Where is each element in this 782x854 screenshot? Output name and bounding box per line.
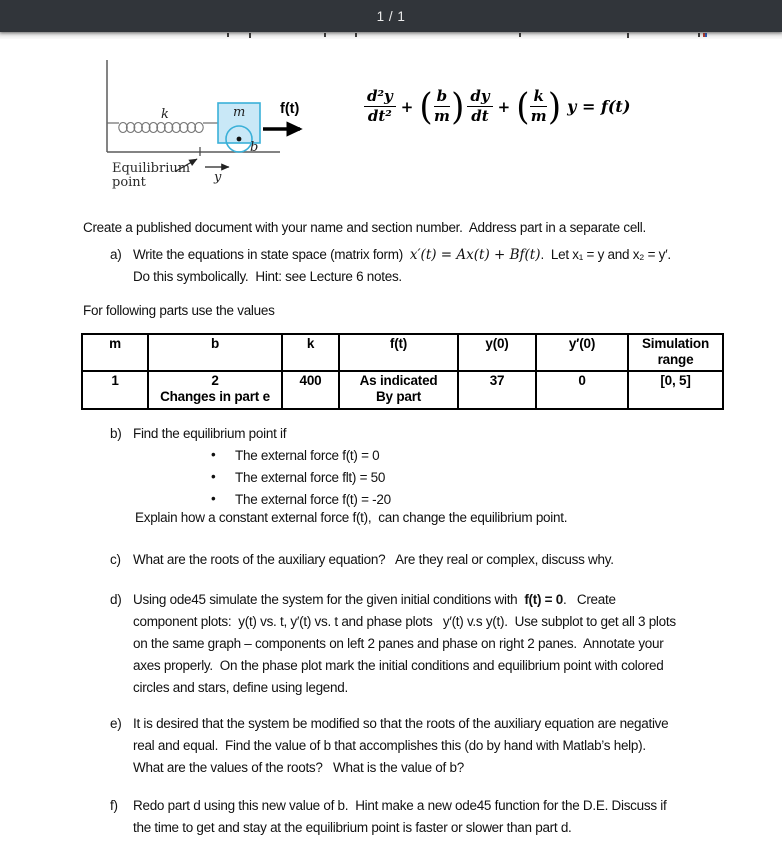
fraction-k-m: [530, 88, 546, 126]
part-b-heading: Find the equilibrium point if: [133, 426, 287, 441]
equilibrium-label-line1: Equilibrium: [112, 161, 191, 176]
cropped-text-fragment: [519, 33, 521, 37]
part-e-line2: real and equal. Find the value of b that accomplishes this (do by hand with Matlab’s help).: [133, 738, 646, 753]
cell-k: 400: [282, 371, 339, 409]
table-header-row: [82, 334, 723, 371]
header-yprime0: y′(0): [536, 334, 628, 371]
equilibrium-label-line2: point: [112, 175, 146, 190]
eq-denominator: m: [530, 107, 547, 126]
part-a-line1-pre: Write the equations in state space (matrix form): [133, 247, 410, 262]
cropped-text-fragment: [227, 33, 229, 37]
eq-numerator: b: [434, 88, 451, 107]
eq-numerator: dy: [467, 88, 492, 107]
part-a-line1: [133, 246, 671, 264]
part-a-label: a): [110, 247, 122, 262]
part-f-line2: the time to get and stay at the equilibrium point is faster or slower than part d.: [133, 820, 572, 835]
part-c-line1: What are the roots of the auxiliary equation? Are they real or complex, discuss why.: [133, 552, 614, 567]
bullet-item: The external force f(t) = -20: [235, 492, 391, 507]
fraction-b-m: [434, 88, 451, 126]
cell-sim-range: [0, 5]: [628, 371, 723, 409]
force-label: f(t): [280, 101, 300, 117]
header-m: m: [82, 334, 148, 371]
displacement-label: y: [214, 170, 222, 185]
header-b: b: [148, 334, 282, 371]
equation-rhs: y = f(t): [567, 97, 631, 117]
eq-numerator: d²y: [364, 88, 396, 107]
state-space-formula: x′(t) = Ax(t) + Bf(t): [409, 247, 541, 263]
bullet-icon: •: [211, 469, 216, 484]
header-ft: f(t): [339, 334, 458, 371]
bullet-item: The external force flt) = 50: [235, 470, 386, 485]
part-d-line1: [133, 591, 616, 608]
part-d-line1-bold: f(t) = 0: [524, 592, 563, 607]
part-d-line3: on the same graph – components on left 2 panes and phase on right 2 panes. Annotate your: [133, 636, 664, 651]
part-d-line5: circles and stars, define using legend.: [133, 680, 348, 695]
values-table: [81, 333, 724, 410]
cell-b-line1: 2: [211, 373, 219, 388]
part-d-line1-post: . Create: [562, 592, 616, 607]
bullet-icon: •: [211, 447, 216, 462]
cropped-text-fragment: [249, 33, 251, 38]
spring-mass-damper-diagram: [100, 55, 315, 190]
part-d-line2: component plots: y(t) vs. t, y′(t) vs. t and phase plots y′(t) v.s y(t). Use subplot to get all 3 plots: [133, 614, 676, 629]
part-f-label: f): [110, 798, 118, 813]
header-y0: y(0): [458, 334, 536, 371]
spring-label: k: [161, 107, 169, 122]
mass-label: m: [233, 105, 246, 120]
pdf-toolbar: [0, 0, 782, 32]
part-a-line1-post: . Let x₁ = y and x₂ = y′.: [540, 247, 671, 262]
right-paren: ): [547, 84, 562, 129]
header-sim-range: Simulation range: [628, 334, 723, 371]
part-d-line4: axes properly. On the phase plot mark the initial conditions and equilibrium point with colored: [133, 658, 664, 673]
part-d-label: d): [110, 592, 122, 607]
plus-operator: +: [497, 97, 511, 116]
part-b-explain: Explain how a constant external force f(t), can change the equilibrium point.: [135, 510, 568, 525]
part-f-line1: Redo part d using this new value of b. Hint make a new ode45 function for the D.E. Discuss if: [133, 798, 667, 813]
spring-coil: [119, 123, 203, 133]
cell-b-line2: Changes in part e: [160, 389, 270, 404]
header-k: k: [282, 334, 339, 371]
fraction-d2y-dt2: [364, 88, 396, 126]
damper-label: b: [250, 140, 259, 155]
cell-ft-line1: As indicated: [359, 373, 438, 388]
part-e-label: e): [110, 716, 122, 731]
cell-ft: [339, 371, 458, 409]
table-row: [82, 371, 723, 409]
differential-equation: [364, 84, 631, 129]
right-paren: ): [451, 84, 465, 129]
wheel-center-dot: [237, 137, 242, 142]
intro-text: Create a published document with your name and section number. Address part in a separate cell.: [83, 220, 646, 235]
bullet-icon: •: [211, 491, 216, 506]
cropped-text-fragment: [324, 33, 326, 37]
left-paren: (: [516, 84, 530, 129]
cropped-text-fragment: [705, 33, 707, 37]
part-d-line1-pre: Using ode45 simulate the system for the given initial conditions with: [133, 592, 525, 607]
cropped-text-fragment: [627, 33, 629, 38]
bullet-item: The external force f(t) = 0: [235, 448, 380, 463]
eq-denominator: m: [433, 107, 450, 126]
part-a-line2: Do this symbolically. Hint: see Lecture 6 notes.: [133, 269, 402, 284]
cell-y0: 37: [458, 371, 536, 409]
cropped-text-fragment: [355, 33, 357, 37]
cell-yprime0: 0: [536, 371, 628, 409]
values-intro-text: For following parts use the values: [83, 303, 275, 318]
cell-m: 1: [82, 371, 148, 409]
fraction-dy-dt: [467, 88, 492, 126]
page-top-edge: [0, 32, 782, 39]
cropped-text-fragment: [698, 33, 700, 37]
eq-denominator: dt²: [367, 107, 392, 126]
cell-ft-line2: By part: [375, 389, 422, 404]
plus-operator: +: [400, 97, 414, 116]
part-e-line3: What are the values of the roots? What is the value of b?: [133, 760, 464, 775]
page-indicator[interactable]: 1 / 1: [376, 8, 406, 24]
left-paren: (: [419, 84, 433, 129]
part-e-line1: It is desired that the system be modified so that the roots of the auxiliary equation are negative: [133, 716, 669, 731]
part-c-label: c): [110, 552, 121, 567]
cell-b: [148, 371, 282, 409]
eq-numerator: k: [530, 88, 546, 107]
part-b-label: b): [110, 426, 122, 441]
eq-denominator: dt: [471, 107, 489, 126]
